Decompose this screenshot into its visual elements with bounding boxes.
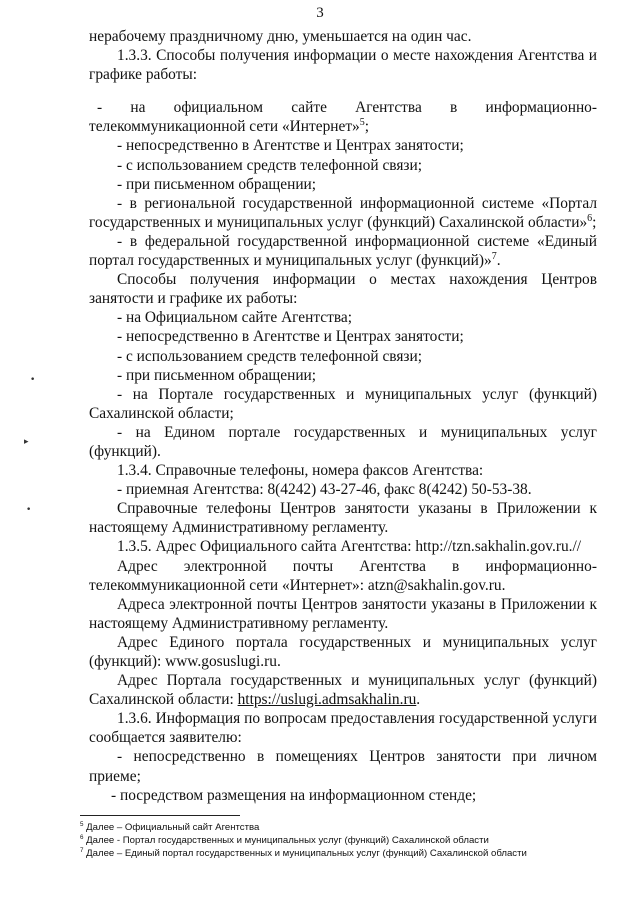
list-item: - при письменном обращении; bbox=[117, 366, 317, 384]
list-item: - приемная Агентства: 8(4242) 43-27-46, факс 8(4242) 50-53-38. bbox=[117, 481, 532, 499]
list-item: - посредством размещения на информационном стенде; bbox=[111, 786, 477, 804]
footnote: $^5$ Далее – Официальный сайт Агентства bbox=[80, 820, 260, 833]
paragraph: Справочные телефоны Центров занятости указаны в Приложении к настоящему Административному регламенту. bbox=[89, 500, 597, 537]
footnote-ref: 7 bbox=[491, 250, 497, 262]
footnote-separator bbox=[80, 815, 240, 816]
footnote: $^7$ Далее – Единый портал государственных и муниципальных услуг (функций) Сахалинской области bbox=[80, 846, 527, 859]
list-item: - с использованием средств телефонной связи; bbox=[117, 156, 423, 174]
margin-mark: • bbox=[30, 375, 36, 385]
paragraph: Адрес Портала государственных и муниципальных услуг (функций) Сахалинской области: https://uslugi.admsakhalin.ru. bbox=[89, 672, 597, 709]
paragraph: Адрес электронной почты Агентства в информационно-телекоммуникационной сети «Интернет»: atzn@sakhalin.gov.ru. bbox=[89, 557, 597, 594]
list-item: - непосредственно в Агентстве и Центрах занятости; bbox=[117, 328, 464, 346]
list-item: - на официальном сайте Агентства в информационно-телекоммуникационной сети «Интернет»$^5$; bbox=[89, 99, 597, 136]
list-item: - непосредственно в помещениях Центров занятости при личном приеме; bbox=[89, 748, 597, 785]
page-number: 3 bbox=[316, 5, 324, 21]
list-item: - в региональной государственной информационной системе «Портал государственных и муниципальных услуг (функций) Сахалинской области»$^6$; bbox=[89, 194, 597, 231]
margin-mark: ▸ bbox=[24, 437, 29, 447]
paragraph: Способы получения информации о местах нахождения Центров занятости и графике их работы: bbox=[89, 271, 597, 308]
document-body bbox=[89, 27, 597, 805]
paragraph: Адреса электронной почты Центров занятости указаны в Приложении к настоящему Административному регламенту. bbox=[89, 595, 597, 632]
margin-mark: • bbox=[26, 505, 32, 515]
list-item: - с использованием средств телефонной связи; bbox=[117, 347, 423, 365]
paragraph: Адрес Единого портала государственных и муниципальных услуг (функций): www.gosuslugi.ru. bbox=[89, 633, 597, 670]
paragraph: нерабочему праздничному дню, уменьшается на один час. bbox=[89, 28, 472, 45]
section-1-3-6: 1.3.6. Информация по вопросам предоставления государственной услуги сообщается заявителю: bbox=[89, 710, 597, 747]
footnote-ref: 6 bbox=[587, 212, 593, 224]
footnote: $^6$ Далее - Портал государственных и муниципальных услуг (функций) Сахалинской области bbox=[80, 833, 489, 846]
list-item: - непосредственно в Агентстве и Центрах занятости; bbox=[117, 137, 464, 155]
section-1-3-5: 1.3.5. Адрес Официального сайта Агентства: http://tzn.sakhalin.gov.ru.// bbox=[117, 538, 582, 556]
section-1-3-4: 1.3.4. Справочные телефоны, номера факсов Агентства: bbox=[117, 462, 484, 480]
portal-link[interactable]: https://uslugi.admsakhalin.ru bbox=[237, 691, 417, 709]
list-item: - в федеральной государственной информационной системе «Единый портал государственных и муниципальных услуг (функций)»$^7$. bbox=[89, 232, 597, 270]
list-item: - на Едином портале государственных и муниципальных услуг (функций). bbox=[89, 423, 597, 460]
list-item: - на Портале государственных и муниципальных услуг (функций) Сахалинской области; bbox=[89, 385, 597, 422]
section-1-3-3: 1.3.3. Способы получения информации о месте нахождения Агентства и графике работы: bbox=[89, 47, 597, 84]
footnotes bbox=[80, 821, 600, 860]
footnote-ref: 5 bbox=[359, 117, 365, 129]
list-item: - при письменном обращении; bbox=[117, 175, 317, 193]
list-item: - на Официальном сайте Агентства; bbox=[117, 309, 353, 327]
